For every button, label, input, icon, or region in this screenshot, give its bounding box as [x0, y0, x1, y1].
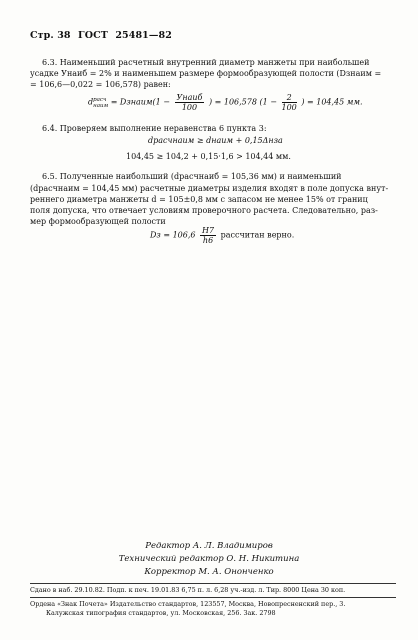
formula-6-3-sub: наим [93, 102, 109, 109]
frac-2-numerator: 2 [282, 93, 297, 103]
page-number: Стр. 38 [30, 30, 71, 41]
formula-6-5-left: Dз = 106,6 [150, 230, 196, 240]
imprint-divider-bottom [30, 597, 396, 598]
formula-6-3-fraction-1 [175, 93, 205, 112]
section-6-5-line-3: реннего диаметра манжеты d = 105±0,8 мм с запасом не менее 15% от границ [30, 195, 368, 204]
section-6-4-inequality: dрасчнаим ≥ dнаим + 0,15Δнза [148, 136, 283, 145]
formula-6-3-end: ) = 104,45 мм. [301, 97, 363, 107]
section-6-5-line-1: 6.5. Полученные наибольший (dрасчнаиб = 105,36 мм) и наименьший [42, 172, 342, 181]
formula-6-3-d: d [88, 97, 94, 107]
formula-6-3 [88, 93, 363, 112]
frac-2-denominator: 100 [281, 103, 297, 112]
formula-6-3-fraction-2 [282, 93, 297, 112]
credit-editor: Редактор А. Л. Владимиров [145, 541, 273, 551]
section-6-5-line-2: (dрасчнаим = 104,45 мм) расчетные диаметры изделия входят в поле допуска внут- [30, 184, 389, 193]
section-6-3-line-1: 6.3. Наименьший расчетный внутренний диаметр манжеты при наибольшей [42, 58, 370, 67]
fit-denominator: h6 [202, 236, 214, 245]
section-6-4-numeric-check: 104,45 ≥ 104,2 + 0,15·1,6 > 104,44 мм. [126, 152, 291, 161]
imprint-line-3: Калужская типография стандартов, ул. Московская, 256. Зак. 2798 [46, 609, 276, 617]
section-6-3-line-2: усадке Унаиб = 2% и наименьшем размере формообразующей полости (Dзнаим = [30, 69, 382, 78]
standard-label: ГОСТ [78, 30, 108, 41]
formula-6-5 [150, 226, 294, 245]
section-6-5-line-5: мер формообразующей полости [30, 217, 166, 226]
section-6-3-line-3: = 106,6—0,022 = 106,578) равен: [30, 80, 171, 89]
section-6-4-line-1: 6.4. Проверяем выполнение неравенства 6 пункта 3: [42, 124, 267, 133]
credit-tech-editor: Технический редактор О. Н. Никитина [118, 554, 300, 564]
formula-6-3-mid: = Dзнаим(1 − [110, 97, 170, 107]
page-header [30, 30, 176, 41]
frac-1-denominator: 100 [181, 103, 198, 112]
imprint-divider-top [30, 583, 396, 584]
formula-6-3-mid-2: ) = 106,578 (1 − [208, 97, 277, 107]
credit-corrector: Корректор М. А. Ононченко [144, 567, 274, 577]
formula-6-5-fraction [200, 226, 216, 245]
formula-6-3-sup: расч [93, 96, 107, 103]
imprint-line-1: Сдано в наб. 29.10.82. Подп. к печ. 19.01.83 6,75 п. л. 6,28 уч.-изд. л. Тир. 8000 Цена 30 коп. [30, 586, 346, 594]
fit-numerator: H7 [202, 226, 215, 235]
formula-6-5-end: рассчитан верно. [220, 230, 295, 240]
imprint-line-2: Ордена «Знак Почета» Издательство стандартов, 123557, Москва, Новопресненский пер., 3. [30, 600, 346, 608]
standard-number: 25481—82 [115, 30, 172, 41]
section-6-5-line-4: поля допуска, что отвечает условиям проверочного расчета. Следовательно, раз- [30, 206, 378, 215]
frac-1-numerator: Унаиб [176, 93, 203, 102]
